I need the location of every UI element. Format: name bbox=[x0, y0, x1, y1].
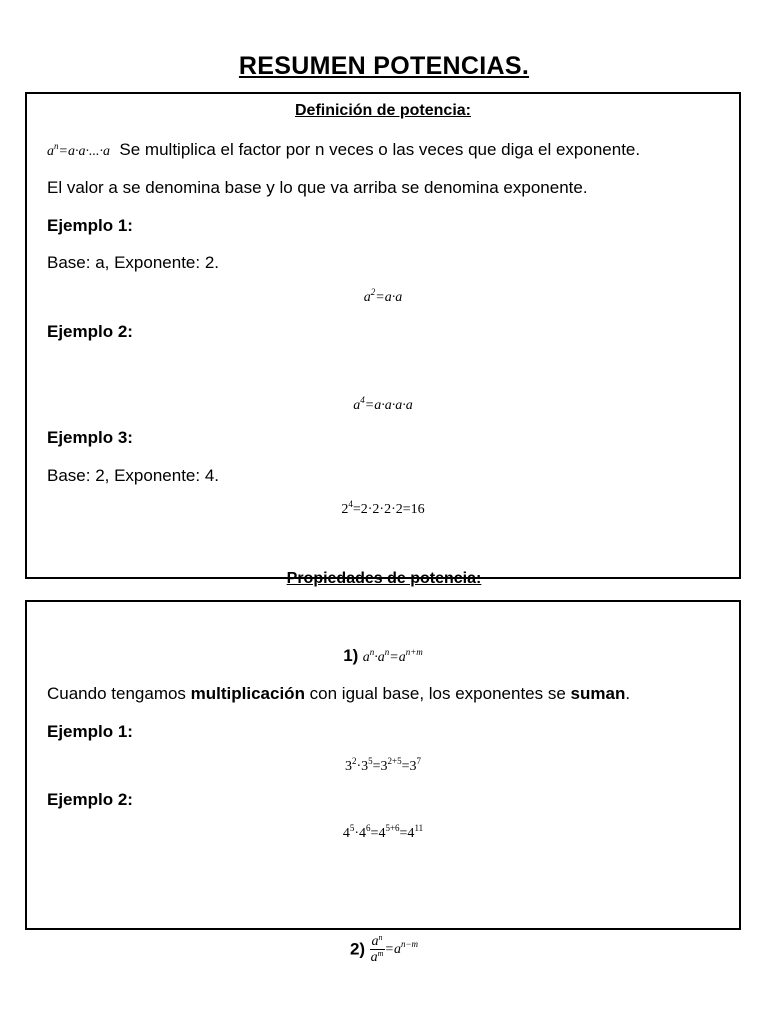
property-1-example-1-label: Ejemplo 1: bbox=[47, 722, 133, 741]
property-2-number: 2) bbox=[349, 939, 366, 959]
property-1-example-1-formula: $3^2\cdot 3^5=3^{2+5}=3^7$ bbox=[344, 756, 422, 774]
example-1-formula: $a^2=a\cdot a$ bbox=[363, 287, 403, 305]
property-1-example-2-label: Ejemplo 2: bbox=[47, 790, 133, 809]
property-2-fraction: $\frac{a^n}{a^m}$ bbox=[370, 933, 384, 965]
definition-box bbox=[25, 92, 741, 579]
property-1-example-2-formula: $4^5\cdot 4^6=4^{5+6}=4^{11}$ bbox=[342, 823, 424, 841]
property-1-number: 1) bbox=[343, 646, 359, 665]
example-3-text: Base: 2, Exponente: 4. bbox=[47, 466, 220, 485]
base-exponent-text: El valor a se denomina base y lo que va arriba se denomina exponente. bbox=[47, 178, 588, 197]
example-1-text: Base: a, Exponente: 2. bbox=[47, 253, 220, 272]
property-1-formula: $a^n\cdot a^n=a^{n+m}$ bbox=[362, 647, 423, 665]
definition-formula-text: Se multiplica el factor por n veces o las veces que diga el exponente. bbox=[119, 140, 641, 159]
properties-box bbox=[25, 600, 741, 930]
property-2-rule: 2) $\frac{a^n}{a^m}$ $=a^{n-m}$ bbox=[349, 933, 419, 965]
definition-formula: $a^n=a\cdot a\cdot...\cdot a$ bbox=[47, 141, 110, 159]
property-1-rule bbox=[27, 646, 739, 666]
example-1-label: Ejemplo 1: bbox=[47, 216, 133, 235]
example-2-label: Ejemplo 2: bbox=[47, 322, 133, 341]
property-1-description: Cuando tengamos multiplicación con igual base, los exponentes se suman. bbox=[47, 684, 631, 703]
example-2-formula: $a^4=a\cdot a\cdot a\cdot a$ bbox=[353, 395, 413, 413]
definition-heading: Definición de potencia: bbox=[294, 102, 471, 119]
example-3-label: Ejemplo 3: bbox=[47, 428, 133, 447]
definition-formula-line bbox=[47, 140, 640, 160]
page-title: RESUMEN POTENCIAS. bbox=[238, 52, 530, 80]
properties-heading: Propiedades de potencia: bbox=[286, 570, 482, 587]
example-3-formula: $2^4=2\cdot 2\cdot 2\cdot 2=16$ bbox=[341, 499, 425, 517]
